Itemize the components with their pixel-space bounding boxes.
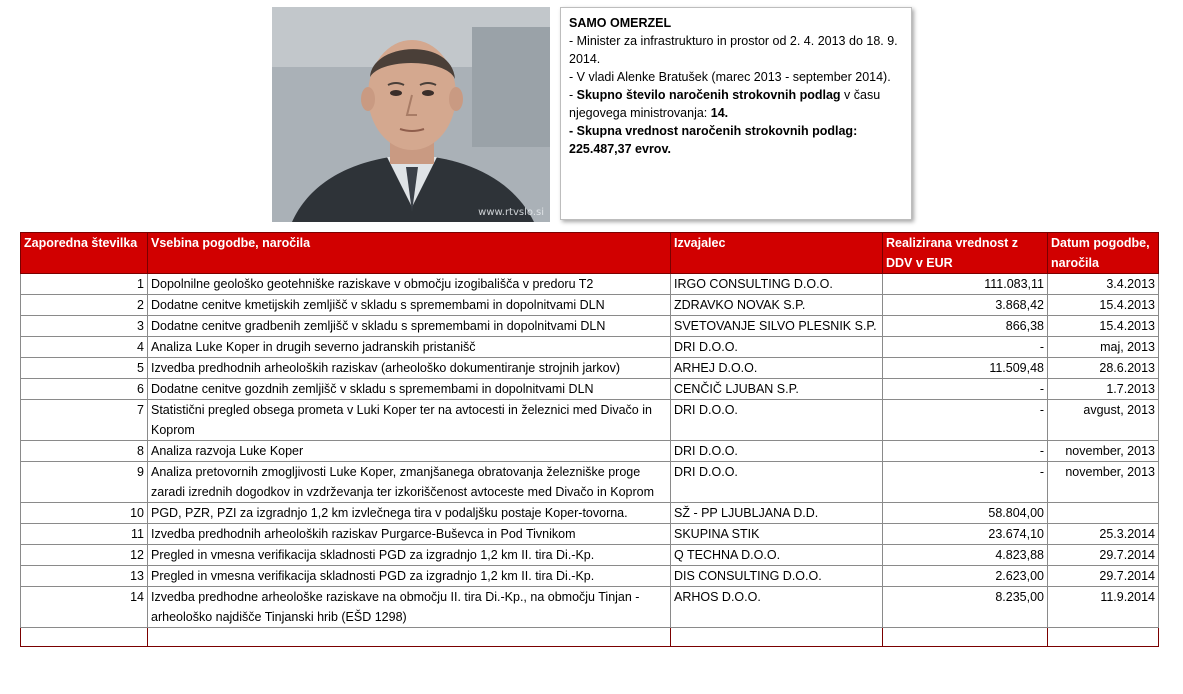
table-row: [21, 587, 1159, 628]
table-row: [21, 337, 1159, 358]
row-date: 28.6.2013: [1048, 358, 1159, 379]
row-value: 58.804,00: [883, 503, 1048, 524]
row-value: 4.823,88: [883, 545, 1048, 566]
table-row: [21, 503, 1159, 524]
row-value: 3.868,42: [883, 295, 1048, 316]
table-row: [21, 566, 1159, 587]
row-contractor: Q TECHNA D.O.O.: [671, 545, 883, 566]
row-number: 9: [21, 462, 148, 503]
minister-term: - Minister za infrastrukturo in prostor od 2. 4. 2013 do 18. 9. 2014.: [569, 34, 898, 66]
total-empty-cell: [21, 628, 148, 647]
header-date: Datum pogodbe, naročila: [1048, 233, 1159, 274]
row-number: 12: [21, 545, 148, 566]
row-contractor: DRI D.O.O.: [671, 462, 883, 503]
row-date: 1.7.2013: [1048, 379, 1159, 400]
row-content: Dopolnilne geološko geotehniške raziskave v območju izogibališča v predoru T2: [148, 274, 671, 295]
header-number: Zaporedna številka: [21, 233, 148, 274]
row-date: 29.7.2014: [1048, 545, 1159, 566]
person-portrait-icon: [272, 7, 550, 222]
row-number: 14: [21, 587, 148, 628]
row-number: 1: [21, 274, 148, 295]
row-contractor: DIS CONSULTING D.O.O.: [671, 566, 883, 587]
row-value: -: [883, 441, 1048, 462]
row-number: 3: [21, 316, 148, 337]
row-contractor: ZDRAVKO NOVAK S.P.: [671, 295, 883, 316]
row-value: 2.623,00: [883, 566, 1048, 587]
row-value: -: [883, 337, 1048, 358]
table-row: [21, 545, 1159, 566]
row-value: 866,38: [883, 316, 1048, 337]
total-empty-cell: [1048, 628, 1159, 647]
row-number: 5: [21, 358, 148, 379]
total-value: 225.487,37: [883, 628, 1048, 647]
minister-info-box: [560, 7, 912, 220]
row-date: maj, 2013: [1048, 337, 1159, 358]
row-content: Pregled in vmesna verifikacija skladnosti PGD za izgradnjo 1,2 km II. tira Di.-Kp.: [148, 545, 671, 566]
header-content: Vsebina pogodbe, naročila: [148, 233, 671, 274]
row-date: 15.4.2013: [1048, 295, 1159, 316]
row-value: 8.235,00: [883, 587, 1048, 628]
row-number: 6: [21, 379, 148, 400]
row-content: Analiza razvoja Luke Koper: [148, 441, 671, 462]
row-date: 11.9.2014: [1048, 587, 1159, 628]
row-content: Pregled in vmesna verifikacija skladnosti PGD za izgradnjo 1,2 km II. tira Di.-Kp.: [148, 566, 671, 587]
table-row: [21, 441, 1159, 462]
row-content: Dodatne cenitve gradbenih zemljišč v skladu s spremembami in dopolnitvami DLN: [148, 316, 671, 337]
row-contractor: IRGO CONSULTING D.O.O.: [671, 274, 883, 295]
table-row: [21, 295, 1159, 316]
row-contractor: SVETOVANJE SILVO PLESNIK S.P.: [671, 316, 883, 337]
count-mid: v času njegovega ministrovanja:: [569, 88, 881, 120]
row-value: 11.509,48: [883, 358, 1048, 379]
total-row: [21, 628, 1159, 647]
row-content: PGD, PZR, PZI za izgradnjo 1,2 km izvlečnega tira v podaljšku postaje Koper-tovorna.: [148, 503, 671, 524]
row-content: Analiza pretovornih zmogljivosti Luke Koper, zmanjšanega obratovanja železniške proge zaradi izrednih dogodkov in vzdrževanja ter izkoriščenost avtoceste med Divačo in Koprom: [148, 462, 671, 503]
row-value: -: [883, 379, 1048, 400]
table-row: [21, 524, 1159, 545]
row-date: 25.3.2014: [1048, 524, 1159, 545]
count-label: Skupno število naročenih strokovnih podlag: [576, 88, 841, 102]
header-contractor: Izvajalec: [671, 233, 883, 274]
row-date: november, 2013: [1048, 462, 1159, 503]
contracts-table: [20, 232, 1159, 647]
count-value: 14.: [710, 106, 729, 120]
table-row: [21, 316, 1159, 337]
total-value-line: - Skupna vrednost naročenih strokovnih podlag: 225.487,37 evrov.: [569, 124, 858, 156]
row-contractor: ARHEJ D.O.O.: [671, 358, 883, 379]
row-content: Dodatne cenitve gozdnih zemljišč v skladu s spremembami in dopolnitvami DLN: [148, 379, 671, 400]
row-number: 10: [21, 503, 148, 524]
row-date: 3.4.2013: [1048, 274, 1159, 295]
table-row: [21, 274, 1159, 295]
photo-watermark: www.rtvslo.si: [478, 207, 544, 218]
row-value: -: [883, 400, 1048, 441]
row-date: 29.7.2014: [1048, 566, 1159, 587]
row-number: 2: [21, 295, 148, 316]
table-row: [21, 400, 1159, 441]
minister-name: SAMO OMERZEL: [569, 16, 672, 30]
row-contractor: DRI D.O.O.: [671, 441, 883, 462]
row-date: november, 2013: [1048, 441, 1159, 462]
row-contractor: DRI D.O.O.: [671, 337, 883, 358]
row-contractor: ARHOS D.O.O.: [671, 587, 883, 628]
row-value: -: [883, 462, 1048, 503]
table-row: [21, 462, 1159, 503]
government-period: - V vladi Alenke Bratušek (marec 2013 - september 2014).: [569, 70, 891, 84]
row-contractor: CENČIČ LJUBAN S.P.: [671, 379, 883, 400]
row-number: 13: [21, 566, 148, 587]
row-number: 7: [21, 400, 148, 441]
table-row: [21, 358, 1159, 379]
table-header-row: [21, 233, 1159, 274]
row-date: 15.4.2013: [1048, 316, 1159, 337]
row-value: 111.083,11: [883, 274, 1048, 295]
row-content: Izvedba predhodnih arheoloških raziskav (arheološko dokumentiranje strojnih jarkov): [148, 358, 671, 379]
row-contractor: SŽ - PP LJUBLJANA D.D.: [671, 503, 883, 524]
row-content: Dodatne cenitve kmetijskih zemljišč v skladu s spremembami in dopolnitvami DLN: [148, 295, 671, 316]
row-content: Izvedba predhodnih arheoloških raziskav Purgarce-Buševca in Pod Tivnikom: [148, 524, 671, 545]
row-number: 4: [21, 337, 148, 358]
total-empty-cell: [148, 628, 671, 647]
total-label: Skupaj: [671, 628, 883, 647]
row-date: [1048, 503, 1159, 524]
count-prefix: -: [569, 88, 577, 102]
contract-count-line: [569, 86, 903, 122]
row-content: Izvedba predhodne arheološke raziskave na območju II. tira Di.-Kp., na območju Tinjan - arheološko najdišče Tinjanski hrib (EŠD 1298): [148, 587, 671, 628]
row-value: 23.674,10: [883, 524, 1048, 545]
row-contractor: SKUPINA STIK: [671, 524, 883, 545]
row-number: 8: [21, 441, 148, 462]
row-content: Analiza Luke Koper in drugih severno jadranskih pristanišč: [148, 337, 671, 358]
header-value: Realizirana vrednost z DDV v EUR: [883, 233, 1048, 274]
row-date: avgust, 2013: [1048, 400, 1159, 441]
row-contractor: DRI D.O.O.: [671, 400, 883, 441]
row-content: Statistični pregled obsega prometa v Luki Koper ter na avtocesti in železnici med Divačo in Koprom: [148, 400, 671, 441]
table-row: [21, 379, 1159, 400]
row-number: 11: [21, 524, 148, 545]
portrait-photo: [272, 7, 550, 222]
